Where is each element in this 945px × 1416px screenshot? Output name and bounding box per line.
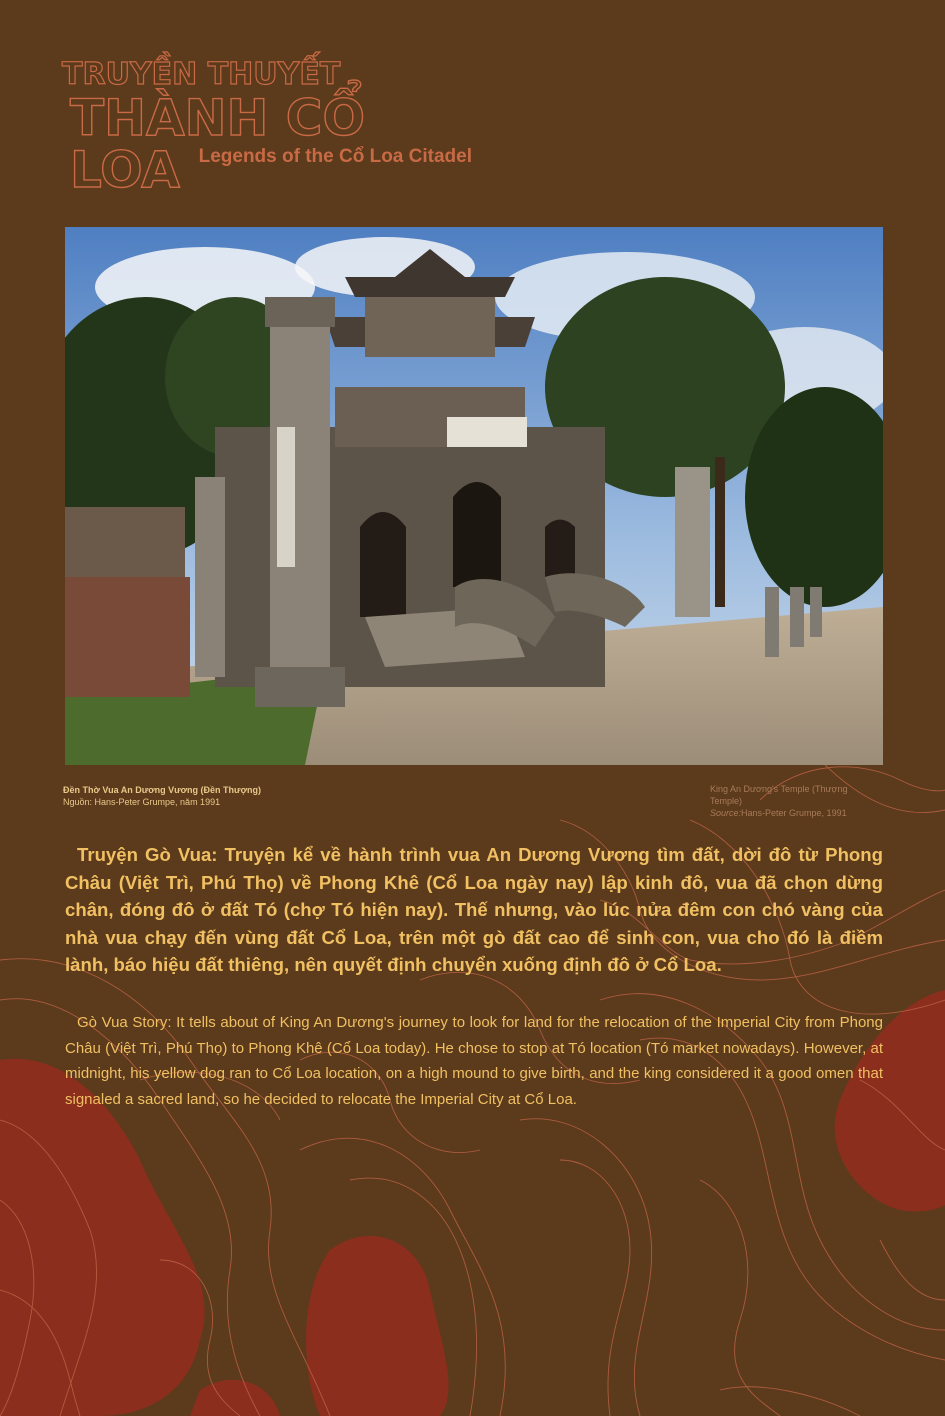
story-vietnamese	[65, 841, 883, 979]
english-subtitle: Legends of the Cổ Loa Citadel	[198, 146, 472, 167]
story-en-text: Gò Vua Story: It tells about of King An Dương's journey to look for land for the relocation of the Imperial City from Phong Châu (Việt Trì, Phú Thọ) to Phong Khê (Cổ Loa today). He chose to stop at Tó location (Tó market nowadays). However, at midnight, his yellow dog ran to Cổ Loa location, on a high mound to give birth, and the king considered it a good omen that signaled a sacred land, so he decided to relocate the Imperial City at Cổ Loa.	[65, 1014, 883, 1108]
caption-en-source-line	[710, 807, 880, 819]
caption-en-source: Hans-Peter Grumpe, 1991	[741, 808, 847, 818]
caption-en-source-label: Source:	[710, 808, 742, 818]
caption-vi-title: Đền Thờ Vua An Dương Vương (Đền Thượng)	[63, 785, 261, 795]
title-line-1: TRUYỀN THUYẾT	[62, 57, 341, 92]
photo-caption-vietnamese	[63, 784, 261, 808]
title-line-2: THÀNH CỔ LOA	[70, 89, 365, 199]
photo-caption-english	[710, 783, 880, 819]
temple-photo	[65, 227, 883, 765]
caption-en-title: King An Dương's Temple (Thượng Temple)	[710, 784, 848, 806]
story-english	[65, 1010, 883, 1112]
story-vi-text: Truyện Gò Vua: Truyện kể về hành trình vua An Dương Vương tìm đất, dời đô từ Phong Châu (Việt Trì, Phú Thọ) về Phong Khê (Cổ Loa ngày nay) lập kinh đô, vua đã chọn dừng chân, đóng đô ở đất Tó (chợ Tó hiện nay). Thế nhưng, vào lúc nửa đêm con chó vàng của nhà vua chạy đến vùng đất Cổ Loa, trên một gò đất cao để sinh con, vua cho đó là điềm lành, báo hiệu đất thiêng, nên quyết định chuyển xuống định đô ở Cổ Loa.	[65, 844, 883, 975]
caption-vi-source: Nguồn: Hans-Peter Grumpe, năm 1991	[63, 797, 221, 807]
title-block	[62, 57, 482, 199]
